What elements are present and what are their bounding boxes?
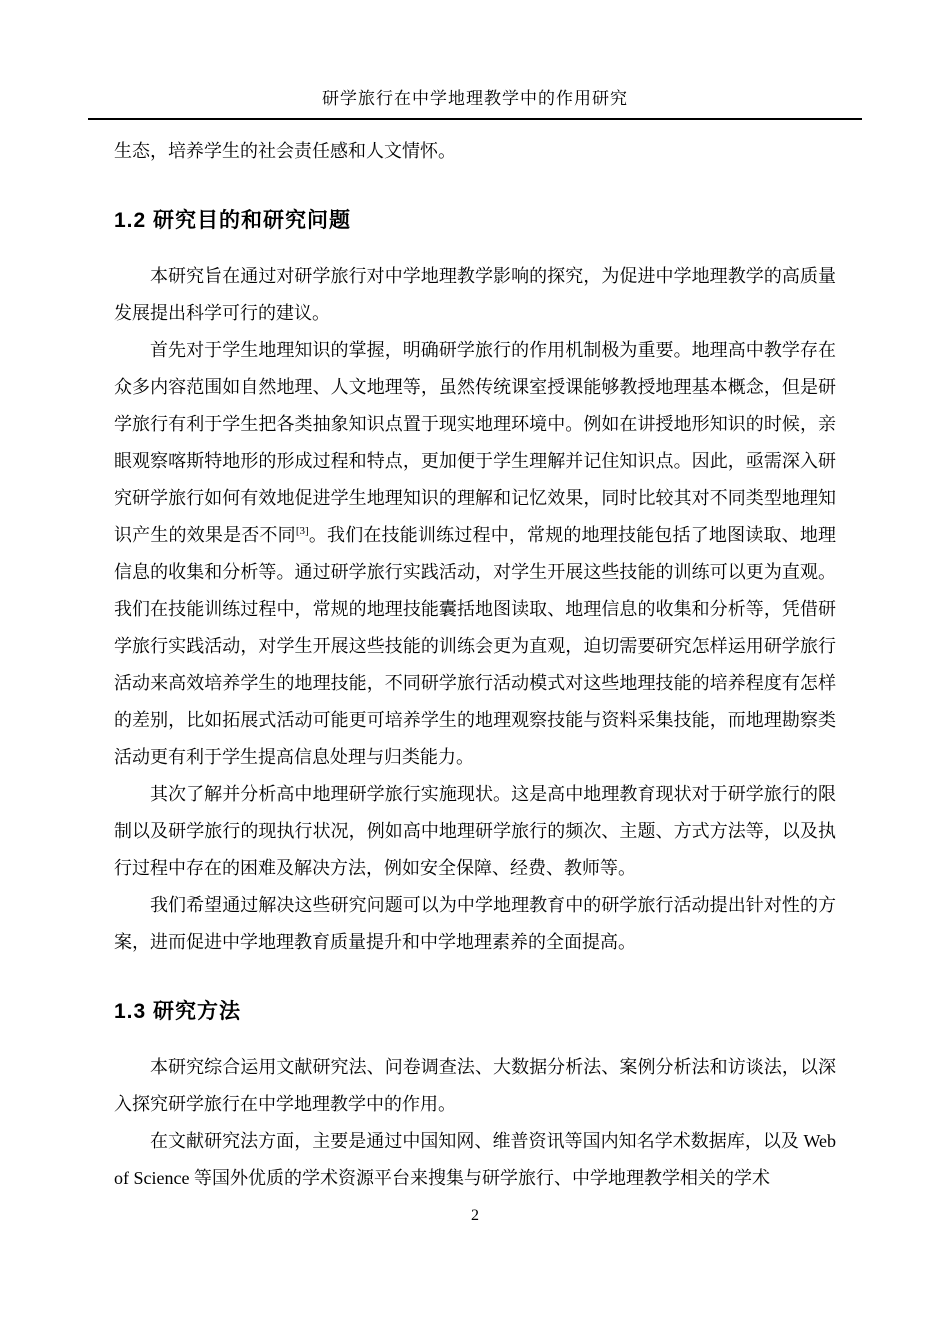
- section-heading-1-3: 1.3 研究方法: [114, 1000, 242, 1023]
- paragraph-knowledge-and-skills: [114, 332, 836, 776]
- page-footer: [0, 1207, 950, 1225]
- paragraph-text-after-citation: 。我们在技能训练过程中，常规的地理技能包括了地图读取、地理信息的收集和分析等。通过研学旅行实践活动，对学生开展这些技能的训练可以更为直观。我们在技能训练过程中，常规的地理技能囊括地图读取、地理信息的收集和分析等，凭借研学旅行实践活动，对学生开展这些技能的训练会更为直观，迫切需要研究怎样运用研学旅行活动来高效培养学生的地理技能，不同研学旅行活动模式对这些地理技能的培养程度有怎样的差别，比如拓展式活动可能更可培养学生的地理观察技能与资料采集技能，而地理勘察类活动更有利于学生提高信息处理与归类能力。: [114, 525, 837, 767]
- paragraph-current-status: 其次了解并分析高中地理研学旅行实施现状。这是高中地理教育现状对于研学旅行的限制以及研学旅行的现执行状况，例如高中地理研学旅行的频次、主题、方式方法等，以及执行过程中存在的困难及解决方法，例如安全保障、经费、教师等。: [114, 784, 836, 878]
- document-content: [114, 133, 836, 1197]
- paragraph-purpose-intro: 本研究旨在通过对研学旅行对中学地理教学影响的探究，为促进中学地理教学的高质量发展提出科学可行的建议。: [114, 266, 836, 323]
- section-heading-1-2: 1.2 研究目的和研究问题: [114, 209, 352, 232]
- page-header: [88, 84, 862, 120]
- paragraph-methods-overview: 本研究综合运用文献研究法、问卷调查法、大数据分析法、案例分析法和访谈法，以深入探究研学旅行在中学地理教学中的作用。: [114, 1057, 836, 1114]
- citation-ref-3: [3]: [295, 525, 309, 537]
- paragraph-text-before-citation: 首先对于学生地理知识的掌握，明确研学旅行的作用机制极为重要。地理高中教学存在众多内容范围如自然地理、人文地理等，虽然传统课室授课能够教授地理基本概念，但是研学旅行有利于学生把各类抽象知识点置于现实地理环境中。例如在讲授地形知识的时候，亲眼观察喀斯特地形的形成过程和特点，更加便于学生理解并记住知识点。因此，亟需深入研究研学旅行如何有效地促进学生地理知识的理解和记忆效果，同时比较其对不同类型地理知识产生的效果是否不同: [114, 340, 836, 545]
- running-head-title: 研学旅行在中学地理教学中的作用研究: [322, 89, 628, 108]
- paragraph-expected-outcome: 我们希望通过解决这些研究问题可以为中学地理教育中的研学旅行活动提出针对性的方案，进而促进中学地理教育质量提升和中学地理素养的全面提高。: [114, 895, 836, 952]
- page-number: 2: [471, 1207, 479, 1224]
- paragraph-continuation: 生态，培养学生的社会责任感和人文情怀。: [114, 141, 456, 161]
- paragraph-literature-method: 在文献研究法方面，主要是通过中国知网、维普资讯等国内知名学术数据库，以及 Web of Science 等国外优质的学术资源平台来搜集与研学旅行、中学地理教学相关的学术: [114, 1131, 836, 1188]
